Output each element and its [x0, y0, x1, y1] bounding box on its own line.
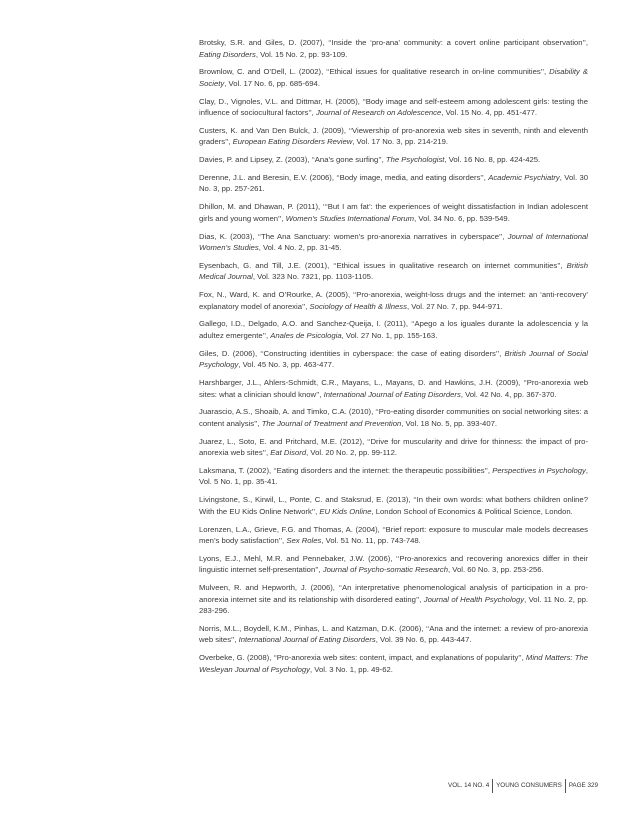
reference-source: Journal of Psycho-somatic Research: [322, 565, 448, 575]
reference-text: Mulveen, R. and Hepworth, J. (2006), ‘‘An interpretative phenomenological analysis of participation in a pro-anorexia internet site and its relationship with disordered eating’’,: [199, 583, 588, 604]
reference-source: Sociology of Health & Illness: [309, 301, 407, 311]
reference-details: , Vol. 11 No. 2, pp. 283-296.: [199, 594, 589, 616]
reference-source: British Journal of Social Psychology: [199, 348, 588, 370]
reference-text: Davies, P. and Lipsey, Z. (2003), ‘‘Ana’s gone surfing’’,: [199, 155, 386, 165]
reference-entry: [199, 436, 588, 459]
reference-text: Brownlow, C. and O’Dell, L. (2002), ‘‘Ethical issues for qualitative research in on-line communities’’,: [199, 67, 550, 77]
footer-divider: [565, 779, 566, 793]
footer-volume: VOL. 14 NO. 4: [448, 782, 490, 789]
reference-text: Custers, K. and Van Den Bulck, J. (2009), ‘‘Viewership of pro-anorexia web sites in seventh, ninth and eleventh graders’’,: [199, 125, 588, 147]
reference-entry: [199, 66, 588, 89]
reference-entry: [199, 231, 588, 254]
reference-text: Juarascio, A.S., Shoaib, A. and Timko, C.A. (2010), ‘‘Pro-eating disorder communities on social networking sites: a content analysis’’,: [199, 407, 588, 428]
reference-entry: [199, 652, 588, 675]
reference-text: Clay, D., Vignoles, V.L. and Dittmar, H. (2005), ‘‘Body image and self-esteem among adolescent girls: testing the influence of sociocultural factors’’,: [199, 96, 588, 118]
reference-entry: [199, 96, 588, 119]
reference-entry: [199, 125, 588, 148]
reference-details: , Vol. 15 No. 4, pp. 451-477.: [441, 108, 538, 118]
footer-divider: [492, 779, 493, 793]
reference-source: Academic Psychiatry: [488, 172, 560, 182]
reference-entry: [199, 154, 588, 166]
reference-details: , Vol. 4 No. 2, pp. 31-45.: [258, 243, 342, 253]
page-footer: [448, 779, 598, 793]
reference-text: Giles, D. (2006), ‘‘Constructing identities in cyberspace: the case of eating disorders’’,: [199, 348, 505, 358]
reference-details: , Vol. 34 No. 6, pp. 539-549.: [414, 213, 510, 223]
reference-entry: [199, 465, 588, 488]
reference-details: , Vol. 18 No. 5, pp. 393-407.: [401, 418, 498, 428]
reference-entry: [199, 524, 588, 547]
reference-details: , Vol. 27 No. 7, pp. 944-971.: [406, 301, 503, 311]
reference-details: , Vol. 16 No. 8, pp. 424-425.: [444, 155, 541, 165]
reference-entry: [199, 553, 588, 576]
reference-text: Derenne, J.L. and Beresin, E.V. (2006), ‘‘Body image, media, and eating disorders’’,: [199, 172, 489, 182]
reference-details: , Vol. 17 No. 3, pp. 214-219.: [352, 137, 449, 147]
reference-text: Lyons, E.J., Mehl, M.R. and Pennebaker, J.W. (2006), ‘‘Pro-anorexics and recovering anorexics differ in their linguistic internet self-presentation’’,: [199, 553, 588, 575]
reference-details: , Vol. 51 No. 11, pp. 743-748.: [321, 536, 421, 546]
reference-entry: [199, 623, 588, 646]
reference-source: Mind Matters: The Wesleyan Journal of Psychology: [199, 653, 588, 674]
reference-source: Journal of Research on Adolescence: [315, 108, 442, 118]
reference-details: , Vol. 60 No. 3, pp. 253-256.: [447, 565, 544, 575]
reference-entry: [199, 494, 588, 517]
reference-text: Fox, N., Ward, K. and O’Rourke, A. (2005), ‘‘Pro-anorexia, weight-loss drugs and the internet: an ‘anti-recovery’ explanatory model of anorexia’’,: [199, 290, 588, 311]
reference-source: The Psychologist: [385, 155, 445, 165]
reference-source: EU Kids Online: [319, 506, 372, 516]
reference-entry: [199, 172, 588, 195]
reference-text: Laksmana, T. (2002), ‘‘Eating disorders and the internet: the therapeutic possibilities’’,: [199, 465, 493, 475]
reference-text: Livingstone, S., Kirwil, L., Ponte, C. and Staksrud, E. (2013), ‘‘In their own words: what bothers children online? With the EU Kids Online Network’’,: [199, 495, 588, 516]
reference-source: European Eating Disorders Review: [232, 137, 353, 147]
reference-entry: [199, 260, 588, 283]
reference-text: Gallego, I.D., Delgado, A.O. and Sanchez-Queija, I. (2011), ‘‘Apego a los iguales durante la adolescencia y la adultez emergente’’,: [199, 319, 588, 340]
reference-entry: [199, 377, 588, 400]
reference-text: Dhillon, M. and Dhawan, P. (2011), ‘‘‘But I am fat’: the experiences of weight dissatisfaction in Indian adolescent girls and young women’’,: [199, 202, 588, 223]
reference-details: , Vol. 17 No. 6, pp. 685-694.: [224, 78, 320, 88]
reference-details: , Vol. 20 No. 2, pp. 99-112.: [306, 448, 397, 458]
reference-text: Brotsky, S.R. and Giles, D. (2007), ‘‘Inside the ‘pro-ana’ community: a covert online participant observation’’,: [199, 38, 588, 47]
reference-list: [199, 37, 588, 682]
reference-text: Lorenzen, L.A., Grieve, F.G. and Thomas, A. (2004), ‘‘Brief report: exposure to muscular male models decreases men’s body satisfaction’’,: [199, 524, 588, 546]
reference-source: Perspectives in Psychology: [492, 465, 586, 475]
reference-text: Eysenbach, G. and Till, J.E. (2001), ‘‘Ethical issues in qualitative research on internet communities’’,: [199, 260, 567, 270]
reference-details: , Vol. 42 No. 4, pp. 367-370.: [460, 389, 557, 399]
reference-source: Anales de Psicologia: [270, 330, 342, 340]
reference-source: Eat Disord: [270, 448, 307, 458]
reference-details: , Vol. 3 No. 1, pp. 49-62.: [309, 664, 393, 674]
reference-source: Disability & Society: [199, 67, 588, 88]
reference-details: , Vol. 15 No. 2, pp. 93-109.: [255, 49, 348, 59]
reference-entry: [199, 348, 588, 371]
reference-details: , Vol. 39 No. 6, pp. 443-447.: [375, 635, 472, 645]
reference-details: , Vol. 323 No. 7321, pp. 1103-1105.: [252, 272, 374, 282]
reference-text: Harshbarger, J.L., Ahlers-Schmidt, C.R., Mayans, L., Mayans, D. and Hawkins, J.H. (2009), ‘‘Pro-anorexia web sites: what a clinician should know’’,: [199, 378, 588, 399]
reference-details: , Vol. 5 No. 1, pp. 35-41.: [199, 465, 588, 487]
reference-entry: [199, 582, 588, 617]
reference-entry: [199, 289, 588, 312]
footer-page: PAGE 329: [568, 782, 598, 789]
reference-source: International Journal of Eating Disorders: [323, 389, 461, 399]
reference-details: , Vol. 45 No. 3, pp. 463-477.: [238, 360, 335, 370]
reference-entry: [199, 318, 588, 341]
reference-entry: [199, 37, 588, 60]
reference-source: British Medical Journal: [199, 260, 588, 282]
reference-source: International Journal of Eating Disorders: [238, 635, 376, 645]
reference-source: Sex Roles: [286, 536, 322, 546]
reference-details: , Vol. 27 No. 1, pp. 155-163.: [341, 330, 438, 340]
reference-text: Juarez, L., Soto, E. and Pritchard, M.E. (2012), ‘‘Drive for muscularity and drive for thinness: the impact of pro-anorexia web sites’’,: [199, 436, 588, 458]
reference-details: , Vol. 30 No. 3, pp. 257-261.: [199, 172, 588, 194]
reference-entry: [199, 201, 588, 224]
reference-details: , London School of Economics & Political Science, London.: [371, 506, 573, 516]
reference-source: Eating Disorders: [199, 49, 256, 59]
reference-source: Journal of International Women’s Studies: [199, 231, 588, 253]
reference-text: Norris, M.L., Boydell, K.M., Pinhas, L. and Katzman, D.K. (2006), ‘‘Ana and the internet: a review of pro-anorexia web sites’’,: [199, 623, 588, 645]
reference-source: The Journal of Treatment and Prevention: [261, 418, 402, 428]
footer-journal: YOUNG CONSUMERS: [496, 782, 562, 789]
reference-source: Women’s Studies International Forum: [285, 213, 415, 223]
reference-text: Overbeke, G. (2008), ‘‘Pro-anorexia web sites: content, impact, and explanations of popularity’’,: [199, 653, 526, 663]
reference-text: Dias, K. (2003), ‘‘The Ana Sanctuary: women’s pro-anorexia narratives in cyberspace’’,: [199, 231, 508, 241]
reference-source: Journal of Health Psychology: [423, 594, 525, 604]
reference-entry: [199, 406, 588, 429]
